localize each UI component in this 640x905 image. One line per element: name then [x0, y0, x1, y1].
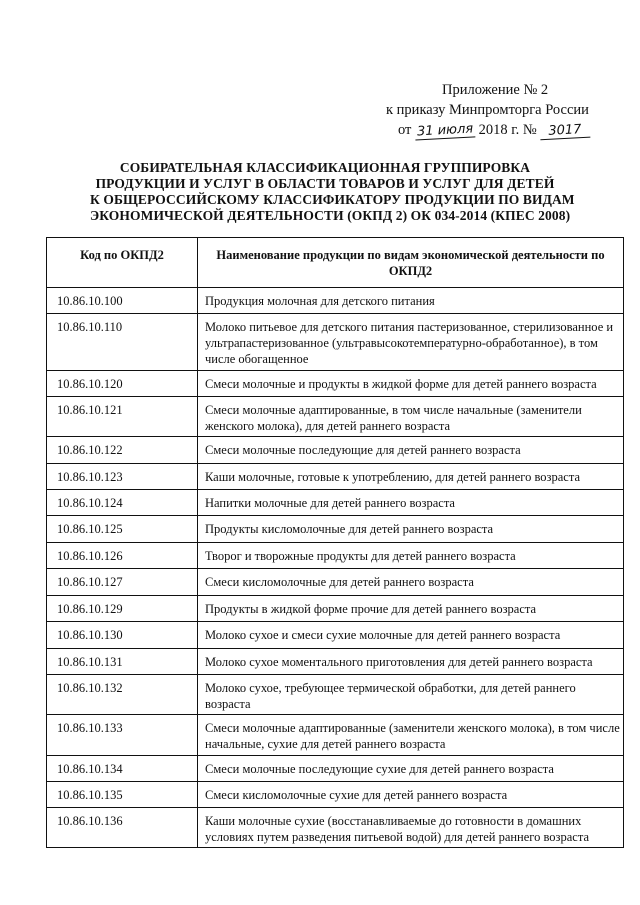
okpd-code-cell: 10.86.10.110	[47, 314, 198, 371]
product-name-cell: Смеси молочные последующие для детей раннего возраста	[198, 437, 624, 464]
table-header-row	[47, 238, 624, 288]
appendix-from-label: от	[398, 122, 412, 138]
okpd-code-cell: 10.86.10.135	[47, 782, 198, 808]
okpd-code-cell: 10.86.10.127	[47, 569, 198, 596]
product-name-cell: Смеси молочные адаптированные (заменители женского молока), в том числе начальные, сухие для детей раннего возраста	[198, 715, 624, 756]
product-name-cell: Продукция молочная для детского питания	[198, 288, 624, 314]
product-name-cell: Смеси кисломолочные для детей раннего возраста	[198, 569, 624, 596]
product-name-cell: Смеси молочные и продукты в жидкой форме для детей раннего возраста	[198, 371, 624, 397]
okpd-code-cell: 10.86.10.131	[47, 649, 198, 675]
table-row	[47, 756, 624, 782]
title-line: К ОБЩЕРОССИЙСКОМУ КЛАССИФИКАТОРУ ПРОДУКЦИИ ПО ВИДАМ	[90, 192, 575, 207]
okpd-code-cell: 10.86.10.123	[47, 464, 198, 490]
okpd-code-cell: 10.86.10.100	[47, 288, 198, 314]
product-name-cell: Каши молочные сухие (восстанавливаемые до готовности в домашних условиях путем разведения питьевой водой) для детей раннего возраста	[198, 808, 624, 848]
okpd-code-cell: 10.86.10.120	[47, 371, 198, 397]
product-name-cell: Смеси молочные адаптированные, в том числе начальные (заменители женского молока), для детей раннего возраста	[198, 397, 624, 437]
table-row	[47, 371, 624, 397]
okpd-code-cell: 10.86.10.134	[47, 756, 198, 782]
document-title	[90, 160, 575, 224]
title-line: СОБИРАТЕЛЬНАЯ КЛАССИФИКАЦИОННАЯ ГРУППИРОВКА	[119, 160, 531, 175]
appendix-year-label: 2018 г. №	[478, 122, 537, 138]
okpd-code-cell: 10.86.10.133	[47, 715, 198, 756]
table-row	[47, 675, 624, 715]
product-name-cell: Молоко сухое и смеси сухие молочные для детей раннего возраста	[198, 622, 624, 649]
table-row	[47, 516, 624, 543]
okpd-code-cell: 10.86.10.125	[47, 516, 198, 543]
appendix-date-line	[380, 120, 610, 140]
table-row	[47, 622, 624, 649]
product-name-cell: Творог и творожные продукты для детей раннего возраста	[198, 543, 624, 569]
product-name-cell: Смеси кисломолочные сухие для детей раннего возраста	[198, 782, 624, 808]
okpd-code-cell: 10.86.10.130	[47, 622, 198, 649]
okpd-code-cell: 10.86.10.132	[47, 675, 198, 715]
table-row	[47, 288, 624, 314]
table-row	[47, 782, 624, 808]
table-row	[47, 596, 624, 622]
product-name-cell: Молоко сухое, требующее термической обработки, для детей раннего возраста	[198, 675, 624, 715]
product-name-cell: Каши молочные, готовые к употреблению, для детей раннего возраста	[198, 464, 624, 490]
table-row	[47, 314, 624, 371]
product-name-cell: Молоко сухое моментального приготовления для детей раннего возраста	[198, 649, 624, 675]
title-line: ЭКОНОМИЧЕСКОЙ ДЕЯТЕЛЬНОСТИ (ОКПД 2) ОК 034-2014 (КПЕС 2008)	[90, 208, 571, 223]
okpd-code-cell: 10.86.10.136	[47, 808, 198, 848]
okpd-code-cell: 10.86.10.122	[47, 437, 198, 464]
table-row	[47, 715, 624, 756]
okpd-code-cell: 10.86.10.124	[47, 490, 198, 516]
appendix-number: Приложение № 2	[442, 82, 549, 98]
title-line: ПРОДУКЦИИ И УСЛУГ В ОБЛАСТИ ТОВАРОВ И УСЛУГ ДЛЯ ДЕТЕЙ	[95, 176, 555, 191]
product-name-cell: Смеси молочные последующие сухие для детей раннего возраста	[198, 756, 624, 782]
okpd-code-cell: 10.86.10.121	[47, 397, 198, 437]
table-row	[47, 490, 624, 516]
okpd-classification-table	[46, 237, 624, 848]
name-column-header: Наименование продукции по видам экономической деятельности по ОКПД2	[198, 238, 624, 288]
table-row	[47, 437, 624, 464]
okpd-code-cell: 10.86.10.126	[47, 543, 198, 569]
table-row	[47, 569, 624, 596]
table-row	[47, 808, 624, 848]
product-name-cell: Продукты в жидкой форме прочие для детей раннего возраста	[198, 596, 624, 622]
table-row	[47, 397, 624, 437]
product-name-cell: Продукты кисломолочные для детей раннего возраста	[198, 516, 624, 543]
table-row	[47, 543, 624, 569]
table-row	[47, 649, 624, 675]
product-name-cell: Молоко питьевое для детского питания пастеризованное, стерилизованное и ультрапастеризованное (ультравысокотемпературно-обработанное), в том числе обогащенное	[198, 314, 624, 371]
handwritten-date: 31 июля	[416, 121, 474, 140]
okpd-code-cell: 10.86.10.129	[47, 596, 198, 622]
handwritten-order-number: 3017	[540, 122, 591, 141]
table-row	[47, 464, 624, 490]
appendix-header	[380, 80, 610, 140]
code-column-header: Код по ОКПД2	[47, 238, 198, 288]
product-name-cell: Напитки молочные для детей раннего возраста	[198, 490, 624, 516]
appendix-order-reference: к приказу Минпромторга России	[386, 102, 589, 118]
